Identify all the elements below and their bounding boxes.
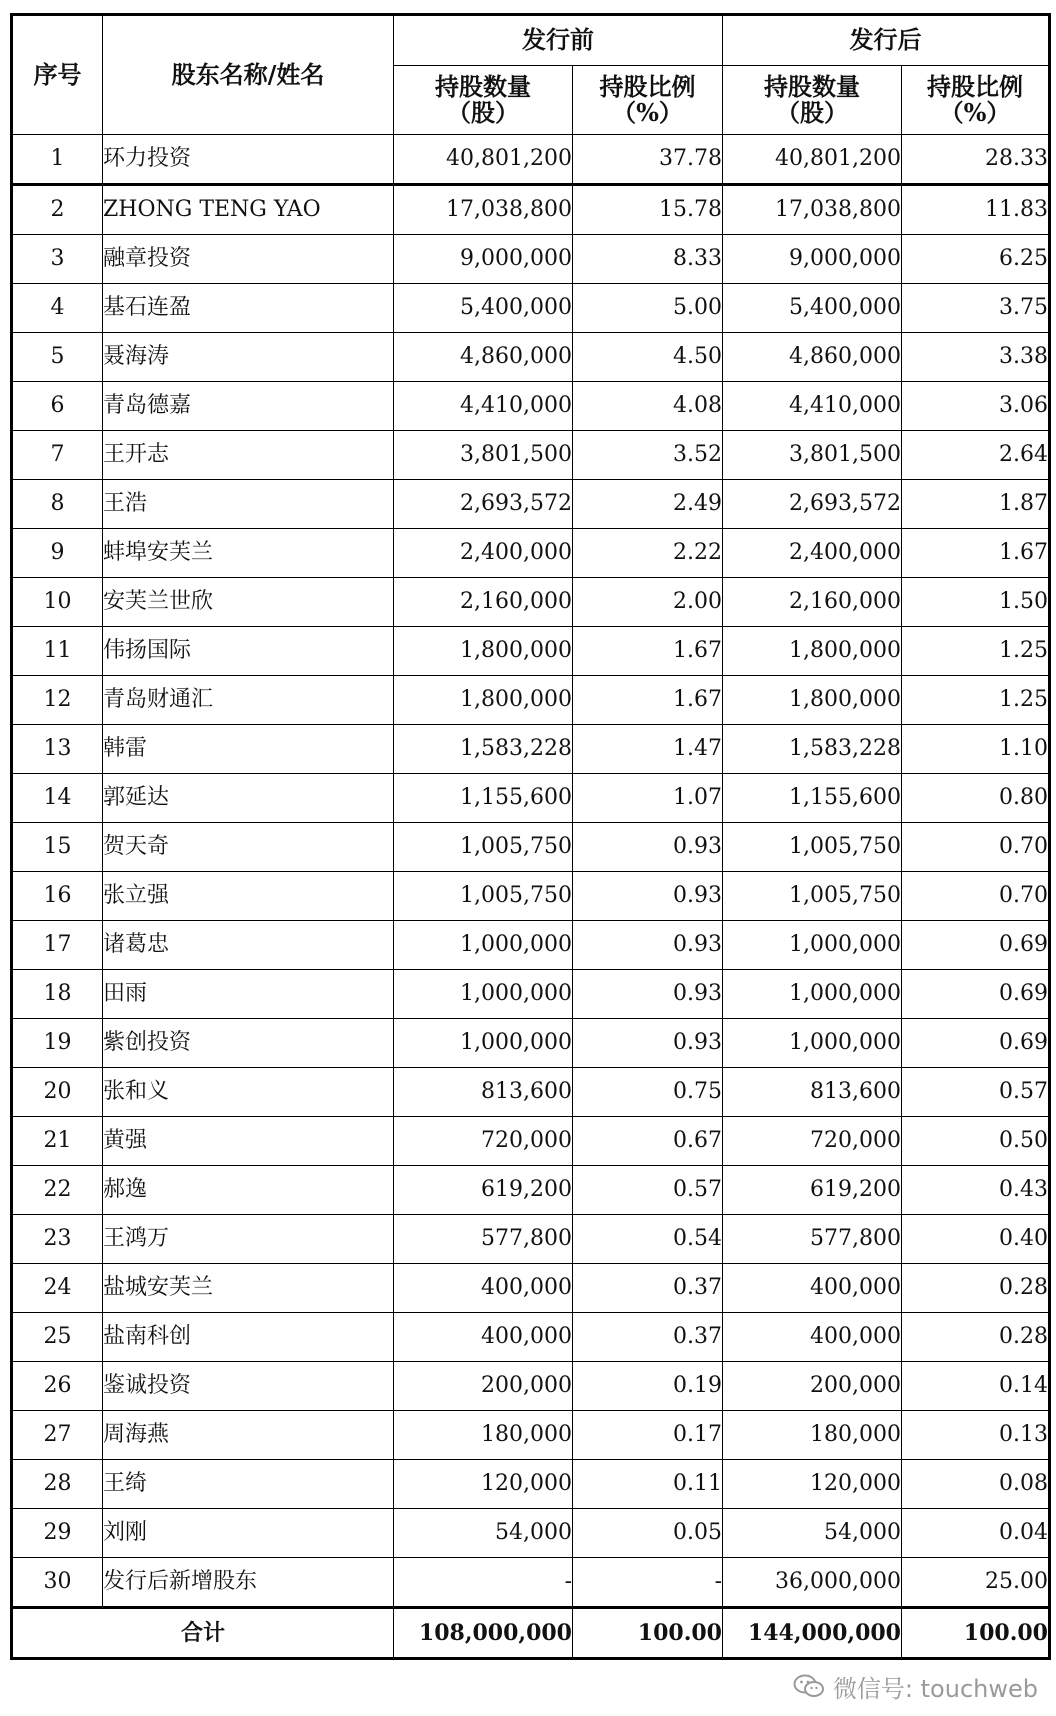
header-row-top [12, 15, 1050, 66]
row-after-shares: 1,005,750 [723, 872, 902, 921]
row-after-ratio: 0.08 [902, 1460, 1050, 1509]
watermark-text: 微信号: touchweb [832, 1674, 1038, 1703]
row-after-shares: 4,410,000 [723, 382, 902, 431]
table-row [12, 1411, 1050, 1460]
row-after-ratio: 1.87 [902, 480, 1050, 529]
row-after-shares: 120,000 [723, 1460, 902, 1509]
row-index: 8 [12, 480, 103, 529]
table-row [12, 676, 1050, 725]
row-before-ratio: 0.37 [573, 1264, 723, 1313]
row-after-shares: 3,801,500 [723, 431, 902, 480]
row-shareholder-name: 紫创投资 [103, 1019, 394, 1068]
row-before-shares: 40,801,200 [394, 135, 573, 185]
row-after-shares: 40,801,200 [723, 135, 902, 185]
header-after-issuance: 发行后 [723, 15, 1050, 66]
row-before-shares: 400,000 [394, 1264, 573, 1313]
row-index: 30 [12, 1558, 103, 1608]
row-after-ratio: 1.10 [902, 725, 1050, 774]
row-index: 4 [12, 284, 103, 333]
row-before-shares: 2,160,000 [394, 578, 573, 627]
row-after-shares: 577,800 [723, 1215, 902, 1264]
row-before-ratio: 0.37 [573, 1313, 723, 1362]
row-before-ratio: 0.93 [573, 1019, 723, 1068]
table-row [12, 382, 1050, 431]
row-shareholder-name: 韩雷 [103, 725, 394, 774]
row-index: 24 [12, 1264, 103, 1313]
row-after-ratio: 0.69 [902, 921, 1050, 970]
row-shareholder-name: 郭延达 [103, 774, 394, 823]
shareholding-document [10, 13, 1050, 1660]
header-before-ratio [573, 66, 723, 135]
row-index: 26 [12, 1362, 103, 1411]
row-index: 2 [12, 185, 103, 235]
row-index: 25 [12, 1313, 103, 1362]
row-shareholder-name: 周海燕 [103, 1411, 394, 1460]
row-before-shares: 813,600 [394, 1068, 573, 1117]
row-after-shares: 1,583,228 [723, 725, 902, 774]
row-shareholder-name: 张立强 [103, 872, 394, 921]
wechat-watermark [793, 1668, 1038, 1704]
row-before-ratio: 0.19 [573, 1362, 723, 1411]
row-after-ratio: 1.25 [902, 627, 1050, 676]
row-after-shares: 4,860,000 [723, 333, 902, 382]
row-after-ratio: 0.28 [902, 1264, 1050, 1313]
row-shareholder-name: 王绮 [103, 1460, 394, 1509]
header-after-ratio-label: 持股比例 [927, 71, 1023, 101]
row-before-shares: 2,693,572 [394, 480, 573, 529]
table-row [12, 1166, 1050, 1215]
table-row [12, 185, 1050, 235]
row-before-ratio: 2.22 [573, 529, 723, 578]
row-before-ratio: 0.57 [573, 1166, 723, 1215]
table-row [12, 578, 1050, 627]
row-shareholder-name: 郝逸 [103, 1166, 394, 1215]
row-index: 13 [12, 725, 103, 774]
row-after-ratio: 3.75 [902, 284, 1050, 333]
row-shareholder-name: 贺天奇 [103, 823, 394, 872]
table-row [12, 235, 1050, 284]
table-row [12, 725, 1050, 774]
shareholding-table [10, 13, 1051, 1660]
row-after-shares: 1,000,000 [723, 921, 902, 970]
row-after-ratio: 28.33 [902, 135, 1050, 185]
total-after-ratio: 100.00 [902, 1608, 1050, 1659]
row-index: 15 [12, 823, 103, 872]
header-after-shares [723, 66, 902, 135]
table-row [12, 431, 1050, 480]
row-before-ratio: 37.78 [573, 135, 723, 185]
row-shareholder-name: 田雨 [103, 970, 394, 1019]
row-after-ratio: 0.28 [902, 1313, 1050, 1362]
row-before-ratio: 8.33 [573, 235, 723, 284]
row-index: 28 [12, 1460, 103, 1509]
row-index: 5 [12, 333, 103, 382]
table-row [12, 135, 1050, 185]
row-before-shares: 3,801,500 [394, 431, 573, 480]
row-after-shares: 54,000 [723, 1509, 902, 1558]
row-before-shares: 180,000 [394, 1411, 573, 1460]
row-after-ratio: 0.14 [902, 1362, 1050, 1411]
row-before-shares: 1,800,000 [394, 676, 573, 725]
row-before-ratio: 2.00 [573, 578, 723, 627]
table-row [12, 774, 1050, 823]
row-after-ratio: 0.70 [902, 872, 1050, 921]
row-before-ratio: 0.11 [573, 1460, 723, 1509]
row-before-ratio: 0.05 [573, 1509, 723, 1558]
row-after-shares: 2,400,000 [723, 529, 902, 578]
row-after-ratio: 0.57 [902, 1068, 1050, 1117]
table-row [12, 1362, 1050, 1411]
header-before-shares [394, 66, 573, 135]
table-row [12, 333, 1050, 382]
row-before-shares: 577,800 [394, 1215, 573, 1264]
table-row [12, 1313, 1050, 1362]
row-before-shares: 1,583,228 [394, 725, 573, 774]
table-row [12, 921, 1050, 970]
row-before-ratio: 0.67 [573, 1117, 723, 1166]
row-before-ratio: 4.08 [573, 382, 723, 431]
row-before-shares: 9,000,000 [394, 235, 573, 284]
row-index: 21 [12, 1117, 103, 1166]
row-index: 19 [12, 1019, 103, 1068]
row-after-ratio: 3.06 [902, 382, 1050, 431]
row-after-shares: 1,005,750 [723, 823, 902, 872]
table-row [12, 1117, 1050, 1166]
row-after-ratio: 6.25 [902, 235, 1050, 284]
row-shareholder-name: 鉴诚投资 [103, 1362, 394, 1411]
row-index: 22 [12, 1166, 103, 1215]
header-after-ratio [902, 66, 1050, 135]
row-after-ratio: 0.40 [902, 1215, 1050, 1264]
total-row [12, 1608, 1050, 1659]
row-before-shares: 4,410,000 [394, 382, 573, 431]
row-index: 17 [12, 921, 103, 970]
row-after-shares: 5,400,000 [723, 284, 902, 333]
row-shareholder-name: 王鸿万 [103, 1215, 394, 1264]
row-before-ratio: 3.52 [573, 431, 723, 480]
row-before-shares: 120,000 [394, 1460, 573, 1509]
row-after-ratio: 3.38 [902, 333, 1050, 382]
row-after-shares: 619,200 [723, 1166, 902, 1215]
row-before-shares: 1,000,000 [394, 970, 573, 1019]
row-index: 23 [12, 1215, 103, 1264]
row-after-ratio: 25.00 [902, 1558, 1050, 1608]
row-before-shares: 54,000 [394, 1509, 573, 1558]
row-after-shares: 200,000 [723, 1362, 902, 1411]
row-index: 29 [12, 1509, 103, 1558]
header-shareholder-name: 股东名称/姓名 [103, 15, 394, 135]
row-after-shares: 1,800,000 [723, 627, 902, 676]
row-after-ratio: 0.70 [902, 823, 1050, 872]
row-shareholder-name: 张和义 [103, 1068, 394, 1117]
row-before-ratio: 0.75 [573, 1068, 723, 1117]
row-shareholder-name: 环力投资 [103, 135, 394, 185]
row-after-shares: 400,000 [723, 1264, 902, 1313]
header-index: 序号 [12, 15, 103, 135]
row-shareholder-name: 融章投资 [103, 235, 394, 284]
table-footer [12, 1608, 1050, 1659]
total-label: 合计 [12, 1608, 394, 1659]
row-shareholder-name: 青岛财通汇 [103, 676, 394, 725]
table-row [12, 284, 1050, 333]
table-header [12, 15, 1050, 135]
row-after-shares: 720,000 [723, 1117, 902, 1166]
table-row [12, 872, 1050, 921]
row-index: 11 [12, 627, 103, 676]
row-index: 18 [12, 970, 103, 1019]
row-before-shares: - [394, 1558, 573, 1608]
row-before-shares: 200,000 [394, 1362, 573, 1411]
row-before-shares: 1,800,000 [394, 627, 573, 676]
row-before-ratio: 4.50 [573, 333, 723, 382]
row-shareholder-name: 诸葛忠 [103, 921, 394, 970]
row-before-shares: 720,000 [394, 1117, 573, 1166]
row-after-shares: 36,000,000 [723, 1558, 902, 1608]
row-shareholder-name: 安芙兰世欣 [103, 578, 394, 627]
table-row [12, 480, 1050, 529]
row-before-shares: 4,860,000 [394, 333, 573, 382]
row-before-shares: 5,400,000 [394, 284, 573, 333]
table-row [12, 627, 1050, 676]
total-before-ratio: 100.00 [573, 1608, 723, 1659]
row-before-ratio: 15.78 [573, 185, 723, 235]
row-before-shares: 1,005,750 [394, 823, 573, 872]
table-row [12, 529, 1050, 578]
row-shareholder-name: 盐南科创 [103, 1313, 394, 1362]
header-before-issuance: 发行前 [394, 15, 723, 66]
header-before-ratio-unit: （%） [612, 98, 683, 127]
header-before-shares-unit: （股） [447, 98, 519, 127]
header-after-ratio-unit: （%） [939, 98, 1011, 127]
row-shareholder-name: 盐城安芙兰 [103, 1264, 394, 1313]
row-index: 12 [12, 676, 103, 725]
row-after-shares: 180,000 [723, 1411, 902, 1460]
table-row [12, 1068, 1050, 1117]
table-row [12, 1019, 1050, 1068]
row-after-shares: 1,800,000 [723, 676, 902, 725]
row-shareholder-name: 青岛德嘉 [103, 382, 394, 431]
row-before-shares: 619,200 [394, 1166, 573, 1215]
row-before-shares: 1,005,750 [394, 872, 573, 921]
row-after-ratio: 0.80 [902, 774, 1050, 823]
row-after-shares: 1,000,000 [723, 1019, 902, 1068]
row-after-ratio: 0.50 [902, 1117, 1050, 1166]
row-after-shares: 2,160,000 [723, 578, 902, 627]
row-before-ratio: 0.54 [573, 1215, 723, 1264]
row-before-ratio: 0.93 [573, 921, 723, 970]
row-after-shares: 9,000,000 [723, 235, 902, 284]
row-before-ratio: 1.07 [573, 774, 723, 823]
row-after-shares: 2,693,572 [723, 480, 902, 529]
row-after-ratio: 0.04 [902, 1509, 1050, 1558]
row-before-shares: 1,155,600 [394, 774, 573, 823]
row-index: 9 [12, 529, 103, 578]
row-index: 1 [12, 135, 103, 185]
table-row [12, 1215, 1050, 1264]
row-shareholder-name: 基石连盈 [103, 284, 394, 333]
row-after-shares: 813,600 [723, 1068, 902, 1117]
row-after-shares: 1,155,600 [723, 774, 902, 823]
row-after-ratio: 1.50 [902, 578, 1050, 627]
row-shareholder-name: 伟扬国际 [103, 627, 394, 676]
row-before-ratio: 1.67 [573, 676, 723, 725]
row-shareholder-name: 王浩 [103, 480, 394, 529]
row-index: 14 [12, 774, 103, 823]
row-before-ratio: 1.47 [573, 725, 723, 774]
row-before-shares: 1,000,000 [394, 1019, 573, 1068]
row-after-ratio: 0.69 [902, 1019, 1050, 1068]
row-before-ratio: - [573, 1558, 723, 1608]
row-index: 27 [12, 1411, 103, 1460]
row-after-shares: 400,000 [723, 1313, 902, 1362]
row-shareholder-name: ZHONG TENG YAO [103, 185, 394, 235]
total-after-shares: 144,000,000 [723, 1608, 902, 1659]
row-shareholder-name: 聂海涛 [103, 333, 394, 382]
row-before-ratio: 0.93 [573, 970, 723, 1019]
row-before-shares: 17,038,800 [394, 185, 573, 235]
table-row [12, 1264, 1050, 1313]
row-before-ratio: 5.00 [573, 284, 723, 333]
row-shareholder-name: 黄强 [103, 1117, 394, 1166]
row-index: 7 [12, 431, 103, 480]
row-after-ratio: 0.69 [902, 970, 1050, 1019]
header-after-shares-label: 持股数量 [764, 71, 860, 101]
table-row [12, 970, 1050, 1019]
row-shareholder-name: 发行后新增股东 [103, 1558, 394, 1608]
table-row [12, 1558, 1050, 1608]
row-after-ratio: 1.67 [902, 529, 1050, 578]
row-shareholder-name: 刘刚 [103, 1509, 394, 1558]
row-after-ratio: 0.43 [902, 1166, 1050, 1215]
row-before-ratio: 0.93 [573, 823, 723, 872]
header-after-shares-unit: （股） [776, 98, 848, 127]
total-before-shares: 108,000,000 [394, 1608, 573, 1659]
row-index: 6 [12, 382, 103, 431]
table-row [12, 823, 1050, 872]
row-index: 16 [12, 872, 103, 921]
wechat-icon [793, 1673, 825, 1699]
row-before-ratio: 1.67 [573, 627, 723, 676]
row-before-shares: 400,000 [394, 1313, 573, 1362]
row-before-ratio: 0.17 [573, 1411, 723, 1460]
table-row [12, 1460, 1050, 1509]
row-after-shares: 17,038,800 [723, 185, 902, 235]
row-after-ratio: 11.83 [902, 185, 1050, 235]
row-after-shares: 1,000,000 [723, 970, 902, 1019]
row-shareholder-name: 蚌埠安芙兰 [103, 529, 394, 578]
table-row [12, 1509, 1050, 1558]
table-body [12, 135, 1050, 1608]
row-before-shares: 2,400,000 [394, 529, 573, 578]
row-after-ratio: 1.25 [902, 676, 1050, 725]
row-before-shares: 1,000,000 [394, 921, 573, 970]
header-before-ratio-label: 持股比例 [599, 71, 696, 101]
row-index: 10 [12, 578, 103, 627]
row-before-ratio: 2.49 [573, 480, 723, 529]
row-shareholder-name: 王开志 [103, 431, 394, 480]
row-after-ratio: 0.13 [902, 1411, 1050, 1460]
header-before-shares-label: 持股数量 [435, 71, 531, 101]
row-after-ratio: 2.64 [902, 431, 1050, 480]
row-before-ratio: 0.93 [573, 872, 723, 921]
row-index: 20 [12, 1068, 103, 1117]
row-index: 3 [12, 235, 103, 284]
